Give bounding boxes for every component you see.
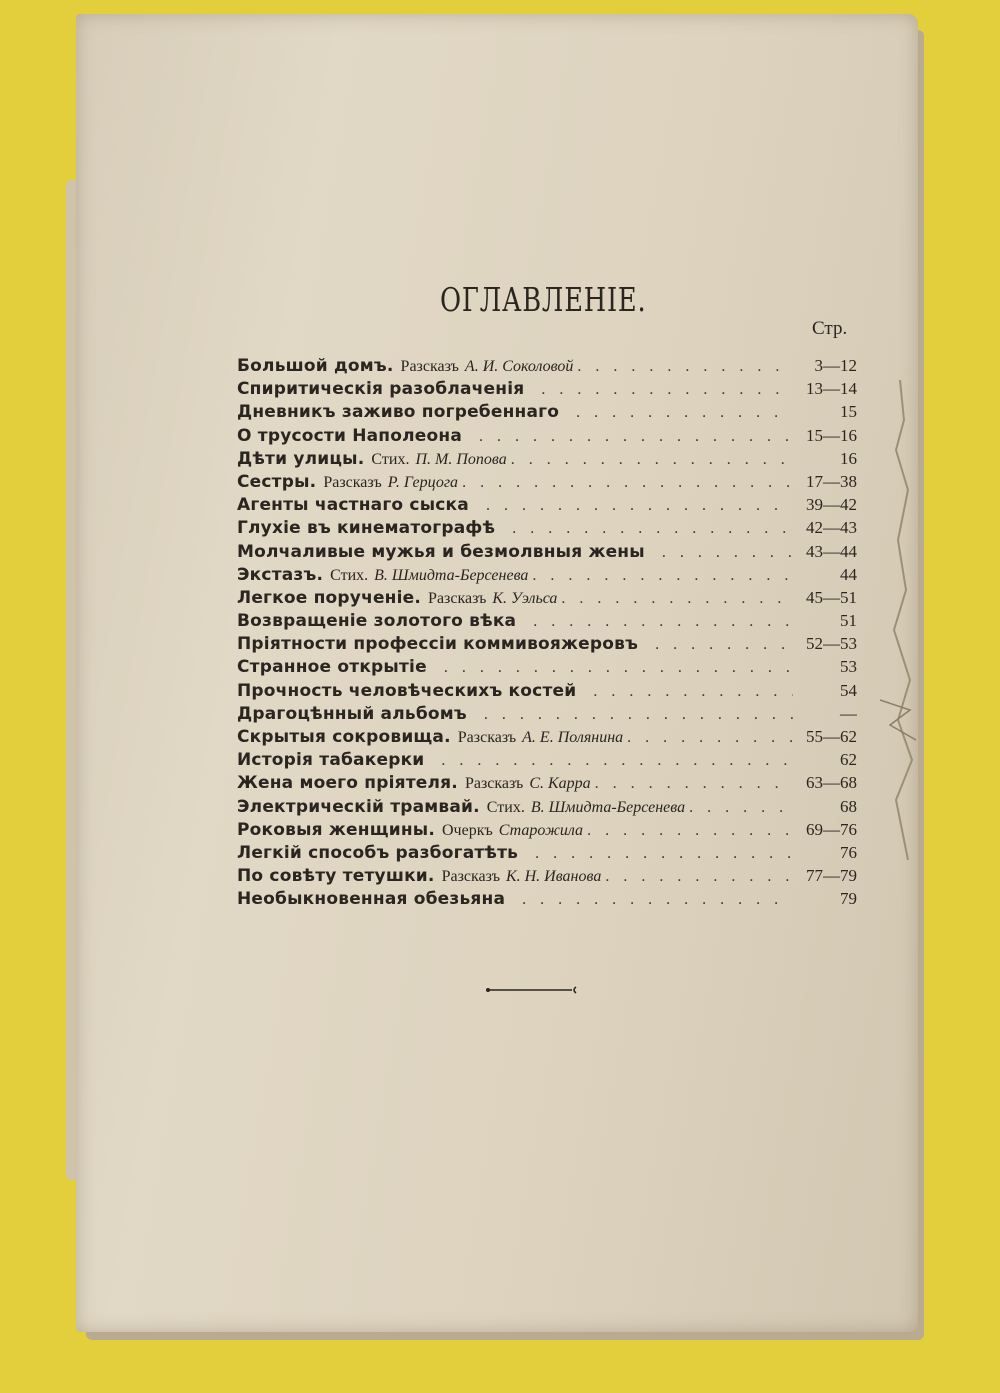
leader-dots bbox=[627, 729, 793, 747]
toc-entry bbox=[237, 843, 857, 866]
toc-entry bbox=[237, 356, 857, 379]
entry-title: Жена моего пріятеля. bbox=[237, 773, 458, 794]
end-ornament bbox=[486, 984, 582, 996]
leader-dots bbox=[662, 544, 793, 562]
toc-entry bbox=[237, 750, 857, 773]
entry-title: Спиритическія разоблаченія bbox=[237, 379, 525, 400]
entry-pages: 44 bbox=[840, 564, 857, 584]
entry-title: Дѣти улицы. bbox=[237, 448, 365, 469]
entry-genre: Разсказъ bbox=[441, 868, 500, 886]
entry-genre: Разсказъ bbox=[464, 775, 524, 793]
entry-pages: 3—12 bbox=[814, 356, 857, 375]
entry-title: Легкое порученіе. bbox=[237, 587, 422, 608]
entry-pages: 62 bbox=[840, 750, 857, 770]
entry-title: Странное открытіе bbox=[237, 657, 427, 678]
entry-pages: 52—53 bbox=[806, 634, 857, 654]
entry-author: А. И. Соколовой bbox=[464, 358, 574, 375]
toc-entry bbox=[237, 379, 857, 402]
entry-title: Исторія табакерки bbox=[237, 750, 425, 771]
entry-genre: Стих. bbox=[330, 566, 369, 584]
leader-dots bbox=[576, 404, 793, 422]
entry-author: Старожила bbox=[498, 821, 584, 839]
leader-dots bbox=[462, 474, 793, 492]
entry-pages: 63—68 bbox=[806, 773, 857, 793]
entry-author: С. Карра bbox=[529, 775, 591, 793]
toc-entry bbox=[237, 797, 857, 820]
entry-author: К. Уэльса bbox=[492, 589, 558, 607]
entry-pages: 17—38 bbox=[806, 471, 857, 491]
entry-pages: 16 bbox=[840, 448, 857, 468]
entry-title: Роковыя женщины. bbox=[237, 819, 435, 840]
leader-dots bbox=[484, 706, 793, 724]
toc-entry bbox=[237, 472, 857, 495]
entry-author: В. Шмидта-Берсенева bbox=[374, 566, 529, 584]
toc-entry bbox=[237, 889, 857, 912]
entry-author: Р. Герцога bbox=[387, 473, 459, 491]
entry-title: По совѣту тетушки. bbox=[237, 866, 435, 887]
leader-dots bbox=[561, 590, 793, 608]
toc-entry bbox=[237, 704, 857, 727]
entry-title: Прочность человѣческихъ костей bbox=[237, 680, 577, 701]
leader-dots bbox=[605, 868, 793, 886]
leader-dots bbox=[532, 567, 793, 585]
entry-title: Агенты частнаго сыска bbox=[237, 495, 469, 516]
entry-title: Скрытыя сокровища. bbox=[237, 727, 451, 747]
entry-pages: 42—43 bbox=[806, 518, 857, 538]
leader-dots bbox=[444, 659, 793, 677]
entry-pages: 68 bbox=[840, 796, 857, 816]
toc-entry bbox=[237, 518, 857, 541]
toc-entry bbox=[237, 866, 857, 889]
entry-pages: 79 bbox=[840, 889, 857, 909]
toc-entry bbox=[237, 634, 857, 657]
leader-dots bbox=[577, 358, 793, 376]
toc-entry bbox=[237, 565, 857, 588]
entry-title: Легкій способъ разбогатѣть bbox=[237, 842, 519, 863]
entry-pages: 15—16 bbox=[806, 425, 857, 445]
entry-pages: 53 bbox=[840, 657, 857, 677]
entry-pages: 77—79 bbox=[806, 866, 857, 886]
toc-entry bbox=[237, 611, 857, 634]
leader-dots bbox=[512, 520, 793, 538]
entry-genre: Разсказъ bbox=[400, 358, 459, 375]
toc-entry bbox=[237, 773, 857, 796]
leader-dots bbox=[655, 636, 793, 654]
entry-pages: 15 bbox=[840, 402, 857, 422]
leader-dots bbox=[595, 775, 793, 793]
leader-dots bbox=[533, 613, 793, 631]
leader-dots bbox=[593, 683, 793, 701]
entry-title: Электрическій трамвай. bbox=[237, 796, 480, 817]
entry-pages: 43—44 bbox=[806, 541, 857, 561]
toc-entries bbox=[237, 356, 857, 913]
leader-dots bbox=[522, 891, 793, 909]
toc-title: ОГЛАВЛЕНІЕ. bbox=[440, 280, 647, 319]
toc-entry bbox=[237, 449, 857, 472]
toc-entry bbox=[237, 657, 857, 680]
entry-title: Дневникъ заживо погребеннаго bbox=[237, 402, 560, 423]
entry-genre: Стих. bbox=[371, 450, 410, 468]
toc-entry bbox=[237, 426, 857, 449]
leader-dots bbox=[541, 381, 793, 399]
entry-title: Экстазъ. bbox=[237, 564, 324, 585]
entry-title: Необыкновенная обезьяна bbox=[237, 889, 506, 910]
leader-dots bbox=[479, 428, 793, 446]
toc-entry bbox=[237, 495, 857, 518]
entry-pages: 76 bbox=[840, 842, 857, 862]
entry-title: Молчаливые мужья и безмолвныя жены bbox=[237, 541, 645, 562]
entry-title: О трусости Наполеона bbox=[237, 425, 462, 446]
entry-author: В. Шмидта-Берсенева bbox=[530, 798, 686, 816]
entry-pages: 39—42 bbox=[806, 495, 857, 515]
entry-title: Драгоцѣнный альбомъ bbox=[237, 703, 467, 724]
entry-pages: 13—14 bbox=[806, 379, 857, 399]
entry-genre: Разсказъ bbox=[428, 589, 487, 607]
leader-dots bbox=[689, 799, 793, 817]
leader-dots bbox=[535, 845, 793, 863]
entry-author: К. Н. Иванова bbox=[505, 868, 602, 886]
entry-pages: 45—51 bbox=[806, 587, 857, 607]
entry-pages: — bbox=[840, 703, 857, 723]
entry-title: Пріятности профессіи коммивояжеровъ bbox=[237, 634, 639, 655]
entry-pages: 54 bbox=[840, 680, 857, 700]
page-column-header: Стр. bbox=[812, 318, 848, 339]
leader-dots bbox=[511, 451, 793, 469]
toc-entry bbox=[237, 402, 857, 425]
entry-title: Сестры. bbox=[237, 471, 317, 492]
leader-dots bbox=[441, 752, 793, 770]
entry-author: П. М. Попова bbox=[415, 450, 507, 468]
toc-entry bbox=[237, 542, 857, 565]
entry-genre: Очеркъ bbox=[442, 821, 493, 839]
entry-genre: Стих. bbox=[486, 798, 525, 816]
entry-genre: Разсказъ bbox=[323, 473, 382, 491]
toc-entry bbox=[237, 681, 857, 704]
leader-dots bbox=[587, 822, 793, 840]
entry-pages: 69—76 bbox=[806, 819, 857, 839]
toc-entry bbox=[237, 820, 857, 843]
entry-genre: Разсказъ bbox=[457, 729, 517, 746]
leader-dots bbox=[486, 497, 793, 515]
toc-entry bbox=[237, 727, 857, 750]
entry-title: Глухіе въ кинематографѣ bbox=[237, 518, 496, 539]
entry-pages: 51 bbox=[840, 611, 857, 631]
entry-title: Возвращеніе золотого вѣка bbox=[237, 611, 517, 632]
entry-title: Большой домъ. bbox=[237, 356, 394, 376]
toc-entry bbox=[237, 588, 857, 611]
entry-author: А. Е. Полянина bbox=[522, 729, 624, 746]
entry-pages: 55—62 bbox=[806, 727, 857, 746]
